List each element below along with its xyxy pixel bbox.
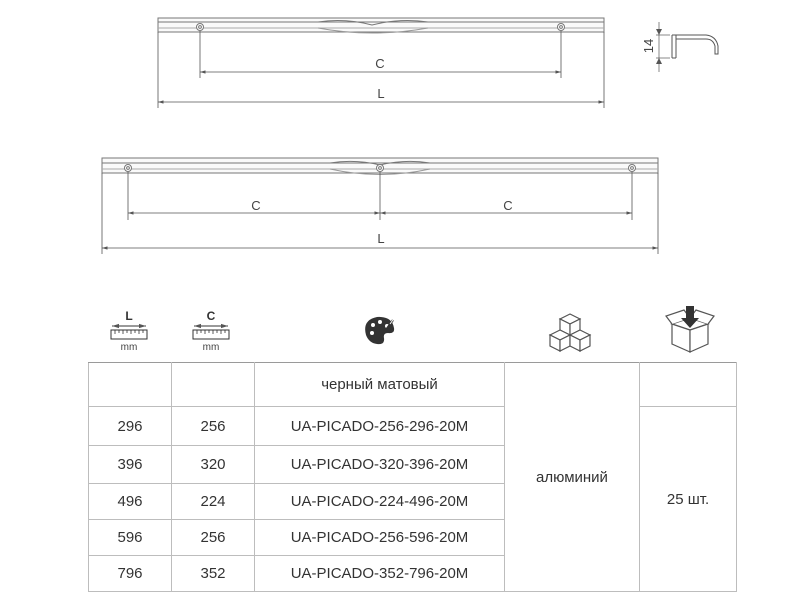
profile-height-label: 14	[641, 38, 656, 54]
dimension-c-label: C	[375, 56, 385, 71]
svg-text:C: C	[206, 309, 216, 323]
profile-section	[656, 22, 718, 72]
length-cell: 496	[89, 484, 172, 520]
svg-text:L: L	[125, 309, 133, 323]
box-icon	[666, 306, 714, 352]
spec-table	[88, 362, 737, 592]
palette-icon	[365, 317, 395, 344]
table-row	[89, 407, 737, 446]
article-cell: UA-PICADO-224-496-20M	[255, 484, 505, 520]
dimension-c-left-label: C	[251, 198, 261, 213]
handle-short-drawing	[158, 18, 604, 33]
dimension-l-label-bottom: L	[377, 231, 385, 246]
svg-text:mm: mm	[202, 342, 220, 353]
article-cell: UA-PICADO-352-796-20M	[255, 556, 505, 592]
center-cell: 256	[172, 407, 255, 446]
center-cell: 320	[172, 446, 255, 484]
dimension-l-label: L	[377, 86, 385, 101]
svg-text:mm: mm	[120, 342, 138, 353]
center-cell: 224	[172, 484, 255, 520]
package-cell: 25 шт.	[640, 407, 737, 592]
article-cell: UA-PICADO-256-596-20M	[255, 520, 505, 556]
length-cell: 396	[89, 446, 172, 484]
article-cell: UA-PICADO-256-296-20M	[255, 407, 505, 446]
article-cell: UA-PICADO-320-396-20M	[255, 446, 505, 484]
length-cell: 796	[89, 556, 172, 592]
material-cell: алюминий	[505, 363, 640, 592]
center-cell: 352	[172, 556, 255, 592]
color-cell: черный матовый	[255, 363, 505, 407]
table-row	[89, 363, 737, 407]
cubes-icon	[550, 314, 590, 351]
length-ruler-icon	[111, 309, 147, 353]
center-distance-ruler-icon	[193, 309, 229, 353]
length-cell: 596	[89, 520, 172, 556]
length-cell: 296	[89, 407, 172, 446]
center-cell: 256	[172, 520, 255, 556]
dimension-c-right-label: C	[503, 198, 513, 213]
